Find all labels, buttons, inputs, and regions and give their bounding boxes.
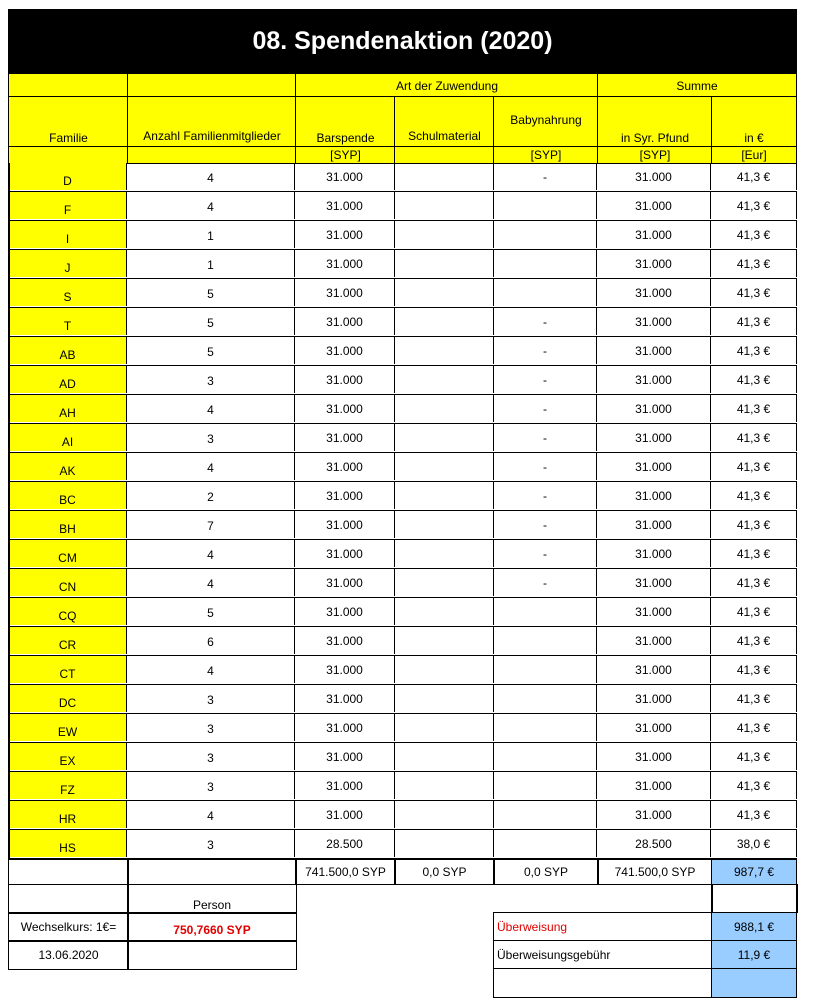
table-row	[9, 772, 797, 801]
babynahrung-cell: -	[494, 395, 597, 422]
anzahl-cell: 4	[127, 395, 295, 422]
table-row	[9, 308, 797, 337]
barspende-cell: 31.000	[295, 772, 395, 799]
schulmaterial-cell	[395, 627, 494, 654]
familie-cell: AH	[9, 395, 127, 422]
total-familie-cell	[8, 859, 129, 885]
anzahl-cell: 7	[127, 511, 295, 538]
barspende-cell: 31.000	[295, 569, 395, 596]
barspende-cell: 31.000	[295, 221, 395, 248]
babynahrung-cell	[494, 830, 597, 857]
gebuehr-value: 11,9 €	[711, 940, 797, 969]
table-row	[9, 743, 797, 772]
barspende-cell: 31.000	[295, 279, 395, 306]
babynahrung-cell	[494, 192, 597, 219]
header-corner-anzahl	[127, 73, 297, 98]
babynahrung-cell	[494, 743, 597, 770]
babynahrung-cell: -	[494, 163, 597, 190]
anzahl-cell: 3	[127, 714, 295, 741]
syp-cell: 31.000	[597, 685, 711, 712]
anzahl-cell: 2	[127, 482, 295, 509]
total-eur: 987,7 €	[711, 859, 797, 885]
header-babynahrung: Babynahrung	[493, 96, 599, 148]
eur-cell: 38,0 €	[711, 830, 797, 857]
syp-cell: 31.000	[597, 453, 711, 480]
table-row	[9, 656, 797, 685]
unit-anzahl	[127, 146, 297, 164]
table-row	[9, 569, 797, 598]
unit-schulmaterial	[394, 146, 495, 164]
eur-cell: 41,3 €	[711, 656, 797, 683]
footer-empty-row	[493, 968, 713, 998]
familie-cell: HR	[9, 801, 127, 828]
table-row	[9, 801, 797, 830]
total-schulmaterial: 0,0 SYP	[394, 859, 495, 885]
table-row	[9, 366, 797, 395]
babynahrung-cell: -	[494, 337, 597, 364]
eur-cell: 41,3 €	[711, 685, 797, 712]
barspende-cell: 31.000	[295, 656, 395, 683]
anzahl-cell: 3	[127, 424, 295, 451]
familie-cell: AK	[9, 453, 127, 480]
table-row	[9, 511, 797, 540]
anzahl-cell: 4	[127, 192, 295, 219]
anzahl-cell: 3	[127, 685, 295, 712]
familie-cell: D	[9, 163, 127, 190]
anzahl-cell: 3	[127, 743, 295, 770]
schulmaterial-cell	[395, 598, 494, 625]
schulmaterial-cell	[395, 163, 494, 190]
babynahrung-cell	[494, 250, 597, 277]
table-row	[9, 221, 797, 250]
total-babynahrung: 0,0 SYP	[493, 859, 599, 885]
schulmaterial-cell	[395, 337, 494, 364]
familie-cell: AD	[9, 366, 127, 393]
schulmaterial-cell	[395, 772, 494, 799]
eur-cell: 41,3 €	[711, 221, 797, 248]
barspende-cell: 31.000	[295, 163, 395, 190]
syp-cell: 31.000	[597, 279, 711, 306]
table-row	[9, 424, 797, 453]
eur-cell: 41,3 €	[711, 337, 797, 364]
barspende-cell: 31.000	[295, 395, 395, 422]
date-empty-cell	[127, 940, 297, 970]
familie-cell: BC	[9, 482, 127, 509]
familie-cell: CT	[9, 656, 127, 683]
eur-cell: 41,3 €	[711, 250, 797, 277]
syp-cell: 31.000	[597, 714, 711, 741]
table-row	[9, 192, 797, 221]
schulmaterial-cell	[395, 714, 494, 741]
syp-cell: 31.000	[597, 801, 711, 828]
eur-cell: 41,3 €	[711, 569, 797, 596]
unit-familie	[8, 146, 129, 164]
barspende-cell: 31.000	[295, 453, 395, 480]
table-row	[9, 482, 797, 511]
eur-cell: 41,3 €	[711, 743, 797, 770]
date-cell: 13.06.2020	[8, 940, 129, 970]
babynahrung-cell: -	[494, 511, 597, 538]
anzahl-cell: 1	[127, 221, 295, 248]
anzahl-cell: 3	[127, 772, 295, 799]
syp-cell: 31.000	[597, 656, 711, 683]
total-syp: 741.500,0 SYP	[597, 859, 713, 885]
schulmaterial-cell	[395, 540, 494, 567]
eur-cell: 41,3 €	[711, 627, 797, 654]
familie-cell: HS	[9, 830, 127, 857]
babynahrung-cell: -	[494, 453, 597, 480]
syp-cell: 31.000	[597, 395, 711, 422]
babynahrung-cell: -	[494, 569, 597, 596]
header-group-summe: Summe	[597, 73, 797, 98]
eur-cell: 41,3 €	[711, 511, 797, 538]
eur-cell: 41,3 €	[711, 482, 797, 509]
syp-cell: 31.000	[597, 366, 711, 393]
anzahl-cell: 5	[127, 337, 295, 364]
syp-cell: 31.000	[597, 569, 711, 596]
familie-cell: AI	[9, 424, 127, 451]
anzahl-cell: 3	[127, 366, 295, 393]
anzahl-cell: 4	[127, 163, 295, 190]
schulmaterial-cell	[395, 192, 494, 219]
syp-cell: 31.000	[597, 250, 711, 277]
table-row	[9, 163, 797, 192]
familie-cell: CQ	[9, 598, 127, 625]
table-row	[9, 540, 797, 569]
babynahrung-cell	[494, 801, 597, 828]
barspende-cell: 31.000	[295, 598, 395, 625]
babynahrung-cell	[494, 627, 597, 654]
barspende-cell: 31.000	[295, 337, 395, 364]
eur-cell: 41,3 €	[711, 279, 797, 306]
anzahl-cell: 4	[127, 801, 295, 828]
header-in-eur: in €	[711, 96, 797, 148]
familie-cell: AB	[9, 337, 127, 364]
eur-cell: 41,3 €	[711, 540, 797, 567]
header-group-art: Art der Zuwendung	[295, 73, 599, 98]
eur-cell: 41,3 €	[711, 453, 797, 480]
syp-cell: 31.000	[597, 192, 711, 219]
familie-cell: T	[9, 308, 127, 335]
barspende-cell: 31.000	[295, 192, 395, 219]
syp-cell: 31.000	[597, 511, 711, 538]
babynahrung-cell	[494, 656, 597, 683]
barspende-cell: 31.000	[295, 511, 395, 538]
barspende-cell: 31.000	[295, 250, 395, 277]
eur-cell: 41,3 €	[711, 424, 797, 451]
familie-cell: I	[9, 221, 127, 248]
schulmaterial-cell	[395, 685, 494, 712]
page-title: 08. Spendenaktion (2020)	[8, 9, 797, 73]
anzahl-cell: 5	[127, 279, 295, 306]
babynahrung-cell: -	[494, 366, 597, 393]
schulmaterial-cell	[395, 511, 494, 538]
syp-cell: 31.000	[597, 424, 711, 451]
babynahrung-cell	[494, 598, 597, 625]
person-label: Person	[127, 883, 297, 913]
syp-cell: 31.000	[597, 221, 711, 248]
eur-cell: 41,3 €	[711, 598, 797, 625]
eur-cell: 41,3 €	[711, 395, 797, 422]
barspende-cell: 31.000	[295, 627, 395, 654]
familie-cell: BH	[9, 511, 127, 538]
anzahl-cell: 4	[127, 569, 295, 596]
barspende-cell: 31.000	[295, 308, 395, 335]
babynahrung-cell	[494, 685, 597, 712]
schulmaterial-cell	[395, 250, 494, 277]
schulmaterial-cell	[395, 656, 494, 683]
header-schulmaterial: Schulmaterial	[394, 96, 495, 148]
babynahrung-cell	[494, 714, 597, 741]
footer-empty-blue	[711, 968, 797, 998]
barspende-cell: 31.000	[295, 482, 395, 509]
table-row	[9, 279, 797, 308]
syp-cell: 31.000	[597, 308, 711, 335]
familie-cell: CN	[9, 569, 127, 596]
table-row	[9, 337, 797, 366]
anzahl-cell: 5	[127, 598, 295, 625]
babynahrung-cell: -	[494, 540, 597, 567]
syp-cell: 28.500	[597, 830, 711, 857]
syp-cell: 31.000	[597, 482, 711, 509]
barspende-cell: 31.000	[295, 714, 395, 741]
table-row	[9, 830, 797, 859]
syp-cell: 31.000	[597, 598, 711, 625]
unit-syp: [SYP]	[597, 146, 713, 164]
babynahrung-cell	[494, 221, 597, 248]
schulmaterial-cell	[395, 221, 494, 248]
unit-eur: [Eur]	[711, 146, 797, 164]
syp-cell: 31.000	[597, 627, 711, 654]
header-anzahl: Anzahl Familienmitglieder	[127, 96, 297, 148]
table-row	[9, 685, 797, 714]
anzahl-cell: 1	[127, 250, 295, 277]
wechselkurs-value: 750,7660 SYP	[127, 912, 297, 942]
familie-cell: EW	[9, 714, 127, 741]
schulmaterial-cell	[395, 424, 494, 451]
table-row	[9, 453, 797, 482]
data-rows	[9, 163, 797, 859]
schulmaterial-cell	[395, 395, 494, 422]
footer-empty-left	[8, 883, 129, 913]
barspende-cell: 28.500	[295, 830, 395, 857]
familie-cell: CR	[9, 627, 127, 654]
babynahrung-cell	[494, 279, 597, 306]
babynahrung-cell: -	[494, 424, 597, 451]
barspende-cell: 31.000	[295, 685, 395, 712]
total-anzahl-cell	[127, 859, 297, 885]
schulmaterial-cell	[395, 801, 494, 828]
syp-cell: 31.000	[597, 540, 711, 567]
anzahl-cell: 4	[127, 656, 295, 683]
ueberweisung-value: 988,1 €	[711, 912, 797, 941]
familie-cell: EX	[9, 743, 127, 770]
syp-cell: 31.000	[597, 772, 711, 799]
familie-cell: J	[9, 250, 127, 277]
header-corner-familie	[8, 73, 129, 98]
barspende-cell: 31.000	[295, 366, 395, 393]
schulmaterial-cell	[395, 743, 494, 770]
header-syr-pfund: in Syr. Pfund	[597, 96, 713, 148]
barspende-cell: 31.000	[295, 743, 395, 770]
familie-cell: F	[9, 192, 127, 219]
eur-cell: 41,3 €	[711, 801, 797, 828]
anzahl-cell: 4	[127, 540, 295, 567]
unit-barspende: [SYP]	[295, 146, 396, 164]
eur-cell: 41,3 €	[711, 308, 797, 335]
table-row	[9, 598, 797, 627]
anzahl-cell: 5	[127, 308, 295, 335]
anzahl-cell: 4	[127, 453, 295, 480]
header-familie: Familie	[8, 96, 129, 148]
table-row	[9, 627, 797, 656]
table-row	[9, 250, 797, 279]
syp-cell: 31.000	[597, 163, 711, 190]
unit-babynahrung: [SYP]	[493, 146, 599, 164]
schulmaterial-cell	[395, 366, 494, 393]
eur-cell: 41,3 €	[711, 714, 797, 741]
babynahrung-cell: -	[494, 482, 597, 509]
schulmaterial-cell	[395, 453, 494, 480]
schulmaterial-cell	[395, 279, 494, 306]
syp-cell: 31.000	[597, 337, 711, 364]
eur-cell: 41,3 €	[711, 192, 797, 219]
schulmaterial-cell	[395, 569, 494, 596]
wechselkurs-label: Wechselkurs: 1€=	[8, 912, 129, 942]
barspende-cell: 31.000	[295, 801, 395, 828]
schulmaterial-cell	[395, 482, 494, 509]
schulmaterial-cell	[395, 830, 494, 857]
schulmaterial-cell	[395, 308, 494, 335]
familie-cell: DC	[9, 685, 127, 712]
gebuehr-label: Überweisungsgebühr	[493, 940, 713, 969]
eur-cell: 41,3 €	[711, 366, 797, 393]
familie-cell: FZ	[9, 772, 127, 799]
header-barspende: Barspende	[295, 96, 396, 148]
barspende-cell: 31.000	[295, 424, 395, 451]
barspende-cell: 31.000	[295, 540, 395, 567]
babynahrung-cell	[494, 772, 597, 799]
ueberweisung-label: Überweisung	[493, 912, 713, 941]
eur-cell: 41,3 €	[711, 163, 797, 190]
total-barspende: 741.500,0 SYP	[295, 859, 396, 885]
anzahl-cell: 3	[127, 830, 295, 857]
syp-cell: 31.000	[597, 743, 711, 770]
familie-cell: S	[9, 279, 127, 306]
table-row	[9, 714, 797, 743]
anzahl-cell: 6	[127, 627, 295, 654]
familie-cell: CM	[9, 540, 127, 567]
babynahrung-cell: -	[494, 308, 597, 335]
table-row	[9, 395, 797, 424]
eur-cell: 41,3 €	[711, 772, 797, 799]
